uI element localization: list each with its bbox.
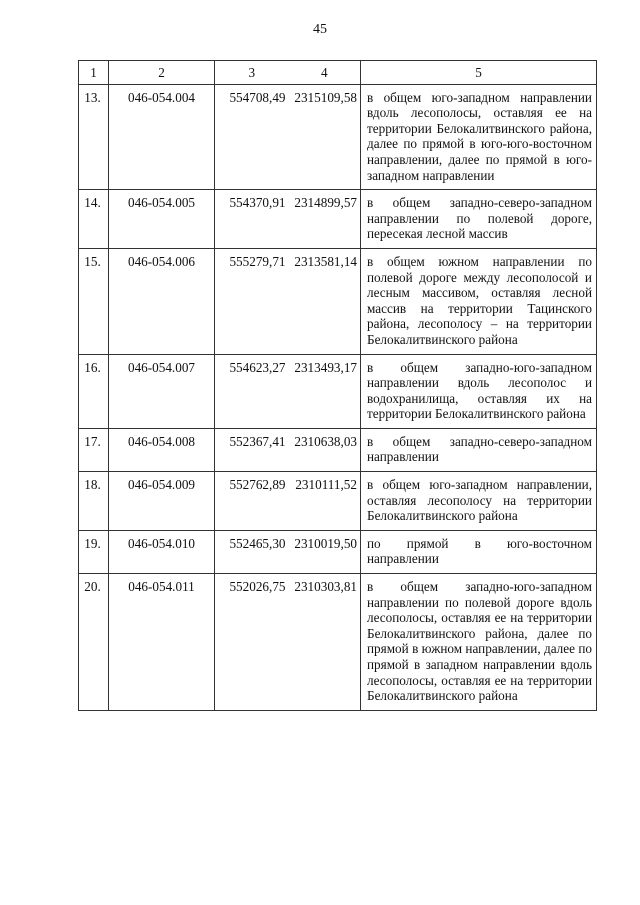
point-code: 046-054.010: [109, 530, 215, 573]
boundary-table: [78, 60, 597, 711]
boundary-description: в общем юго-западном направлении, оставляя лесополосу на территории Белокалитвинского района: [361, 472, 597, 531]
coordinate-y: 2310303,81: [289, 574, 361, 711]
row-number: 13.: [79, 84, 109, 190]
coordinate-y: 2310111,52: [289, 472, 361, 531]
table-row: [79, 472, 597, 531]
point-code: 046-054.011: [109, 574, 215, 711]
boundary-description: в общем западно-юго-западном направлении вдоль лесополос и водохранилища, оставляя их на территории Белокалитвинского района: [361, 354, 597, 428]
boundary-description: в общем западно-северо-западном направлении по полевой дороге, пересекая лесной массив: [361, 190, 597, 249]
table-row: [79, 248, 597, 354]
point-code: 046-054.004: [109, 84, 215, 190]
coordinate-y: 2310638,03: [289, 428, 361, 471]
coordinate-y: 2313493,17: [289, 354, 361, 428]
page-number: 45: [313, 22, 327, 37]
column-header-2: 2: [109, 61, 215, 85]
coordinate-x: 554623,27: [215, 354, 289, 428]
boundary-description: в общем западно-северо-западном направлении: [361, 428, 597, 471]
point-code: 046-054.007: [109, 354, 215, 428]
column-header-3: 3: [215, 61, 289, 85]
row-number: 16.: [79, 354, 109, 428]
table-row: [79, 574, 597, 711]
table-row: [79, 354, 597, 428]
coordinate-y: 2310019,50: [289, 530, 361, 573]
boundary-description: в общем западно-юго-западном направлении по полевой дороге вдоль лесополосы, оставляя ее на территории Белокалитвинского района, далее по прямой в южном направлении, далее по прямой в западном направлении вдоль лесополосы, оставляя ее на территории Белокалитвинского района: [361, 574, 597, 711]
boundary-description: по прямой в юго-восточном направлении: [361, 530, 597, 573]
table-row: [79, 84, 597, 190]
row-number: 19.: [79, 530, 109, 573]
table-row: [79, 530, 597, 573]
header-row: [79, 61, 597, 85]
boundary-description: в общем юго-западном направлении вдоль лесополосы, оставляя ее на территории Белокалитвинского района, далее по прямой в юго-юго-восточном направлении, далее по прямой в юго-западном направлении: [361, 84, 597, 190]
table-row: [79, 190, 597, 249]
table-row: [79, 428, 597, 471]
row-number: 17.: [79, 428, 109, 471]
coordinate-x: 552026,75: [215, 574, 289, 711]
row-number: 20.: [79, 574, 109, 711]
point-code: 046-054.009: [109, 472, 215, 531]
coordinate-x: 552367,41: [215, 428, 289, 471]
coordinate-x: 554370,91: [215, 190, 289, 249]
coordinate-x: 552762,89: [215, 472, 289, 531]
point-code: 046-054.006: [109, 248, 215, 354]
coordinate-y: 2313581,14: [289, 248, 361, 354]
column-header-5: 5: [361, 61, 597, 85]
coordinate-y: 2314899,57: [289, 190, 361, 249]
point-code: 046-054.005: [109, 190, 215, 249]
coordinate-y: 2315109,58: [289, 84, 361, 190]
column-header-4: 4: [289, 61, 361, 85]
coordinate-x: 552465,30: [215, 530, 289, 573]
coordinate-x: 554708,49: [215, 84, 289, 190]
row-number: 18.: [79, 472, 109, 531]
coordinate-x: 555279,71: [215, 248, 289, 354]
row-number: 14.: [79, 190, 109, 249]
boundary-description: в общем южном направлении по полевой дороге между лесополосой и лесным массивом, оставляя лесной массив на территории Тацинского района, лесополосу – на территории Белокалитвинского района: [361, 248, 597, 354]
row-number: 15.: [79, 248, 109, 354]
point-code: 046-054.008: [109, 428, 215, 471]
column-header-1: 1: [79, 61, 109, 85]
